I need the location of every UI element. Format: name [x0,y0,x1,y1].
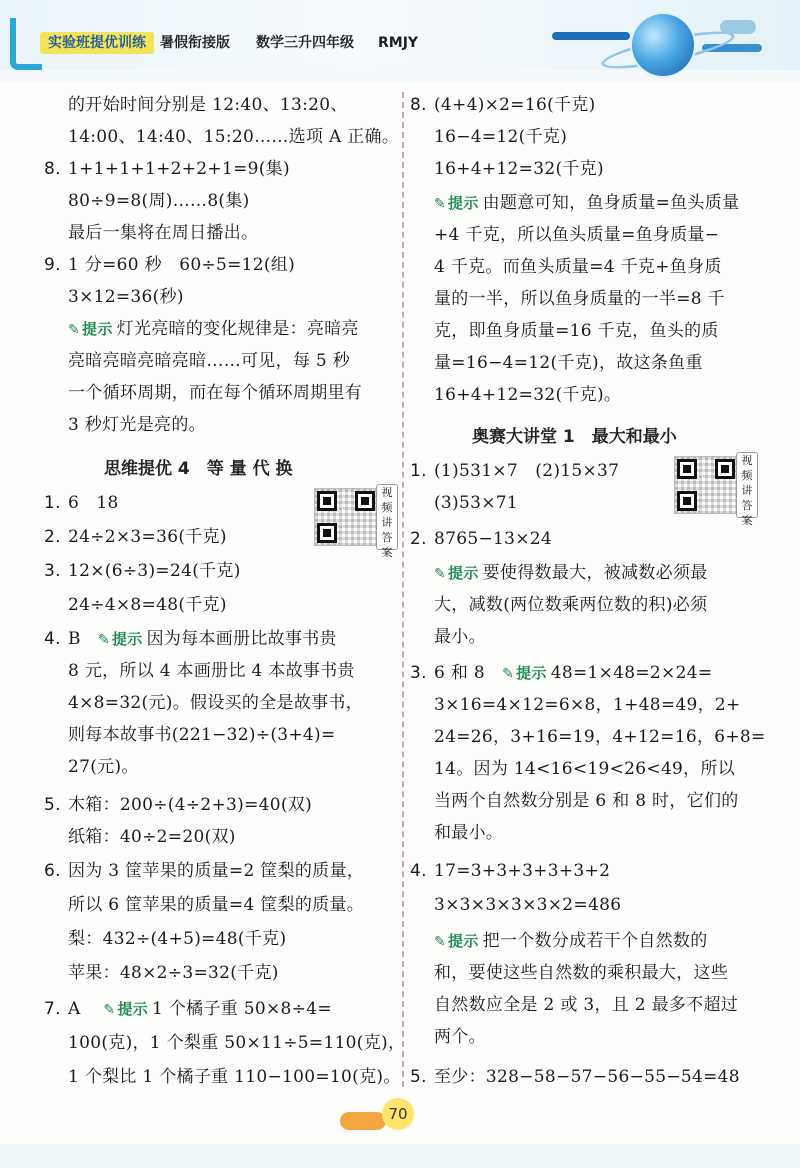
answer-text: 12×(6÷3)=24(千克) [68,561,241,581]
section-title: 思维提优 4 等 量 代 换 [104,459,293,479]
hint-line [434,188,739,218]
answer-line: (3)53×71 [434,493,518,513]
answer-item [44,856,364,886]
answer-line: 最后一集将在周日播出。 [68,223,259,243]
answer-item [410,90,596,120]
hint-line: 两个。 [434,1027,486,1047]
video-answer-label: 视频讲答案 [376,484,398,550]
bottom-strip [0,1144,800,1168]
hint-line: 量=16−4=12(千克)，故这条鱼重 [434,353,703,373]
qr-code-icon[interactable] [314,488,378,546]
pencil-icon: ✎ [502,666,515,682]
answer-item [410,456,619,486]
answer-text: 1+1+1+1+2+2+1=9(集) [68,159,290,179]
hint-line [434,926,708,956]
answer-line: 所以 6 筐苹果的质量=4 筐梨的质量。 [68,895,365,915]
hint-line: 24=26，3+16=19，4+12=16，6+8= [434,727,766,747]
hint-line: 16+4+12=32(千克)。 [434,385,622,405]
answer-text: (1)531×7 (2)15×37 [434,461,620,481]
hint-label: 提示 [117,1000,149,1018]
hint-line: 克，即鱼身质量=16 千克，鱼头的质 [434,321,719,341]
hint-line: 14。因为 14<16<19<26<49，所以 [434,759,736,779]
qr-code-icon[interactable] [674,456,738,514]
answer-text: 17=3+3+3+3+3+2 [434,861,611,881]
column-divider [402,92,404,1087]
answer-text: 24÷2×3=36(千克) [68,527,227,547]
hint-line: 4 千克。而鱼头质量=4 千克+鱼身质 [434,257,722,277]
answer-text: 8765−13×24 [434,529,553,549]
answer-item [44,994,332,1024]
answer-line: 16−4=12(千克) [434,127,568,147]
answer-item [410,658,712,688]
answer-item [44,790,312,820]
answer-text: 因为 3 筐苹果的质量=2 筐梨的质量， [68,861,365,881]
answer-text: 1 分=60 秒 60÷5=12(组) [68,255,296,275]
hint-line: 3×16=4×12=6×8，1+48=49，2+ [434,695,741,715]
hint-line: 4×8=32(元)。假设买的全是故事书， [68,693,364,713]
hint-line: 最小。 [434,627,486,647]
answer-line: 梨：432÷(4+5)=48(千克) [68,929,287,949]
hint-line: 当两个自然数分别是 6 和 8 时，它们的 [434,791,739,811]
hint-line: 亮暗亮暗亮暗亮暗……可见，每 5 秒 [68,351,351,371]
answer-item [44,488,119,518]
hint-label: 提示 [82,320,113,338]
hint-label: 提示 [111,630,143,648]
item-number: 5. [410,1067,427,1087]
item-number: 9. [44,255,61,275]
publisher-code: RMJY [378,35,419,51]
hint-line: 大，减数(两位数乘两位数的积)必须 [434,595,708,615]
subject-label: 数学三升四年级 [256,35,354,51]
submarine-illustration [340,1112,386,1130]
answer-item [44,624,337,654]
pencil-icon: ✎ [434,196,447,212]
hint-text: 1 个橘子重 50×8÷4= [152,999,332,1019]
answer-line: 苹果：48×2÷3=32(千克) [68,963,279,983]
hint-line: 1 个梨比 1 个橘子重 110−100=10(克)。 [68,1067,401,1087]
hint-text: 要使得数最大，被减数必须最 [482,563,708,583]
hint-text: 48=1×48=2×24= [550,663,713,683]
answer-line: 14:00、14:40、15:20……选项 A 正确。 [68,127,400,147]
answer-item [44,250,295,280]
answer-text: 6 和 8 [434,663,485,683]
hint-line: 量的一半，所以鱼身质量的一半=8 千 [434,289,725,309]
answer-item [410,524,552,554]
hint-line: 一个循环周期，而在每个循环周期里有 [68,383,363,403]
item-number: 2. [410,529,427,549]
answer-text: 至少：328−58−57−56−55−54=48 [434,1067,740,1087]
item-number: 8. [410,95,427,115]
answer-line: 纸箱：40÷2=20(双) [68,827,236,847]
item-number: 1. [44,493,61,513]
edition-label: 暑假衔接版 [160,35,230,51]
hint-line: 则每本故事书(221−32)÷(3+4)= [68,725,336,745]
answer-line: 的开始时间分别是 12:40、13:20、 [68,95,348,115]
page-header [0,0,800,82]
hint-line [434,558,708,588]
hint-label: 提示 [448,932,479,950]
item-number: 1. [410,461,427,481]
hint-line [68,314,359,344]
hint-text: 把一个数分成若干个自然数的 [482,931,708,951]
answer-line: 80÷9=8(周)……8(集) [68,191,250,211]
page-number: 70 [382,1098,414,1130]
answer-text: 6 18 [68,493,119,513]
planet-illustration [632,14,694,76]
item-number: 5. [44,795,61,815]
video-answer-label: 视频讲答案 [736,452,758,518]
rocket-illustration [720,20,756,34]
hint-label: 提示 [448,564,479,582]
series-badge: 实验班提优训练 [40,32,154,54]
hint-line: 27(元)。 [68,757,139,777]
pencil-icon: ✎ [434,566,447,582]
pencil-icon: ✎ [68,322,81,338]
item-number: 4. [410,861,427,881]
header-stripe [552,32,630,40]
answer-text: (4+4)×2=16(千克) [434,95,596,115]
answer-text: A [68,999,81,1019]
header-corner-decoration [10,18,42,70]
answer-item [410,1062,740,1092]
answer-text: 木箱：200÷(4÷2+3)=40(双) [68,795,313,815]
pencil-icon: ✎ [103,1002,116,1018]
hint-text: 灯光亮暗的变化规律是：亮暗亮 [116,319,359,339]
hint-text: 因为每本画册比故事书贵 [146,629,337,649]
hint-line: 自然数应全是 2 或 3，且 2 最多不超过 [434,995,739,1015]
item-number: 2. [44,527,61,547]
hint-line: 和，要使这些自然数的乘积最大，这些 [434,963,729,983]
item-number: 3. [410,663,427,683]
answer-line: 3×12=36(秒) [68,287,184,307]
answer-item [410,856,610,886]
item-number: 7. [44,999,61,1019]
answer-line: 3×3×3×3×3×2=486 [434,895,622,915]
answer-item [44,556,241,586]
answer-line: 24÷4×8=48(千克) [68,595,227,615]
answer-item [44,154,290,184]
hint-line: 100(克)，1 个梨重 50×11÷5=110(克)， [68,1033,406,1053]
hint-line: 3 秒灯光是亮的。 [68,415,206,435]
pencil-icon: ✎ [434,934,447,950]
hint-line: 和最小。 [434,823,504,843]
item-number: 4. [44,629,61,649]
hint-text: 由题意可知，鱼身质量=鱼头质量 [482,193,740,213]
hint-label: 提示 [516,664,547,682]
answer-item [44,522,227,552]
hint-label: 提示 [448,194,479,212]
section-title: 奥赛大讲堂 1 最大和最小 [472,427,677,447]
item-number: 6. [44,861,61,881]
item-number: 8. [44,159,61,179]
answer-text: B [68,629,81,649]
hint-line: +4 千克，所以鱼头质量=鱼身质量− [434,225,720,245]
pencil-icon: ✎ [97,632,110,648]
answer-line: 16+4+12=32(千克) [434,159,604,179]
hint-line: 8 元，所以 4 本画册比 4 本故事书贵 [68,661,355,681]
item-number: 3. [44,561,61,581]
